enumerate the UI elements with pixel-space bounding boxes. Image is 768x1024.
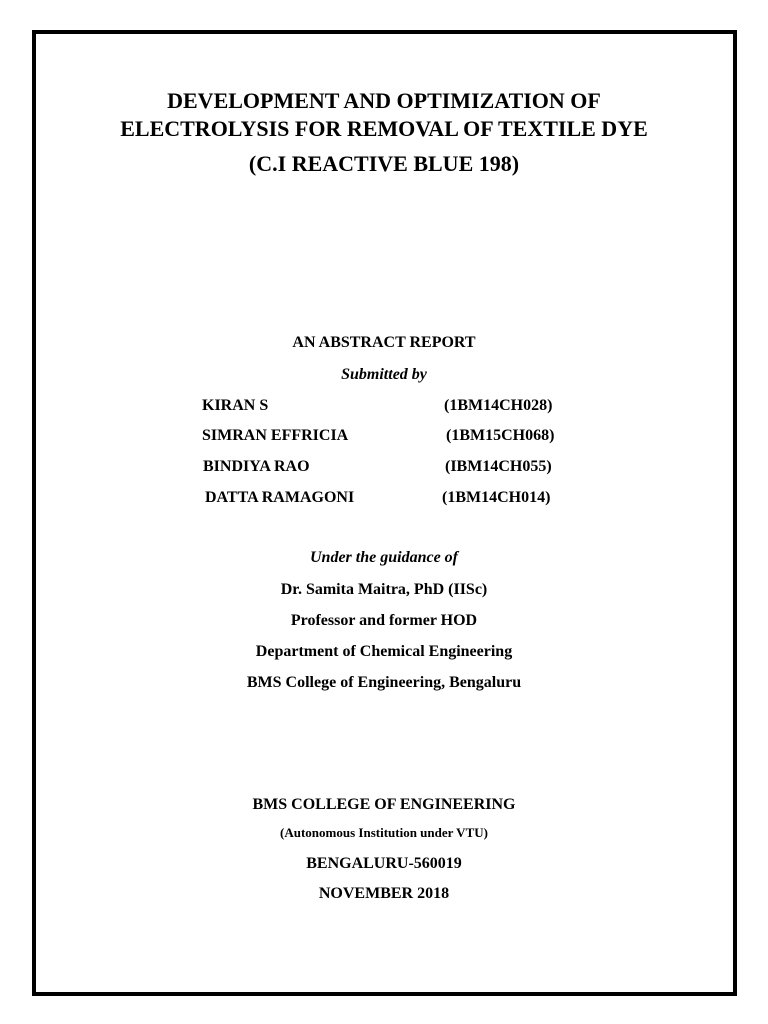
submitted-by-label: Submitted by (341, 366, 427, 383)
guide-college: BMS College of Engineering, Bengaluru (246, 674, 522, 691)
title-line-1: DEVELOPMENT AND OPTIMIZATION OF (167, 88, 601, 113)
institution-name: BMS COLLEGE OF ENGINEERING (252, 796, 516, 813)
guide-name: Dr. Samita Maitra, PhD (IISc) (280, 581, 488, 598)
guide-designation: Professor and former HOD (290, 612, 478, 629)
student-name: KIRAN S (202, 397, 269, 414)
guide-department: Department of Chemical Engineering (255, 643, 513, 660)
title-line-3: (C.I REACTIVE BLUE 198) (248, 151, 520, 176)
institution-city: BENGALURU-560019 (306, 855, 462, 872)
report-type: AN ABSTRACT REPORT (292, 334, 476, 351)
submission-date: NOVEMBER 2018 (318, 885, 450, 902)
student-name: SIMRAN EFFRICIA (202, 427, 349, 444)
student-usn: (IBM14CH055) (445, 458, 552, 475)
institution-affiliation: (Autonomous Institution under VTU) (280, 825, 488, 840)
student-usn: (1BM15CH068) (446, 427, 555, 444)
student-usn: (1BM14CH014) (442, 489, 551, 506)
student-usn: (1BM14CH028) (444, 397, 553, 414)
title-line-2: ELECTROLYSIS FOR REMOVAL OF TEXTILE DYE (120, 116, 648, 141)
guidance-heading: Under the guidance of (310, 549, 458, 566)
student-name: DATTA RAMAGONI (205, 489, 355, 506)
student-name: BINDIYA RAO (203, 458, 310, 475)
